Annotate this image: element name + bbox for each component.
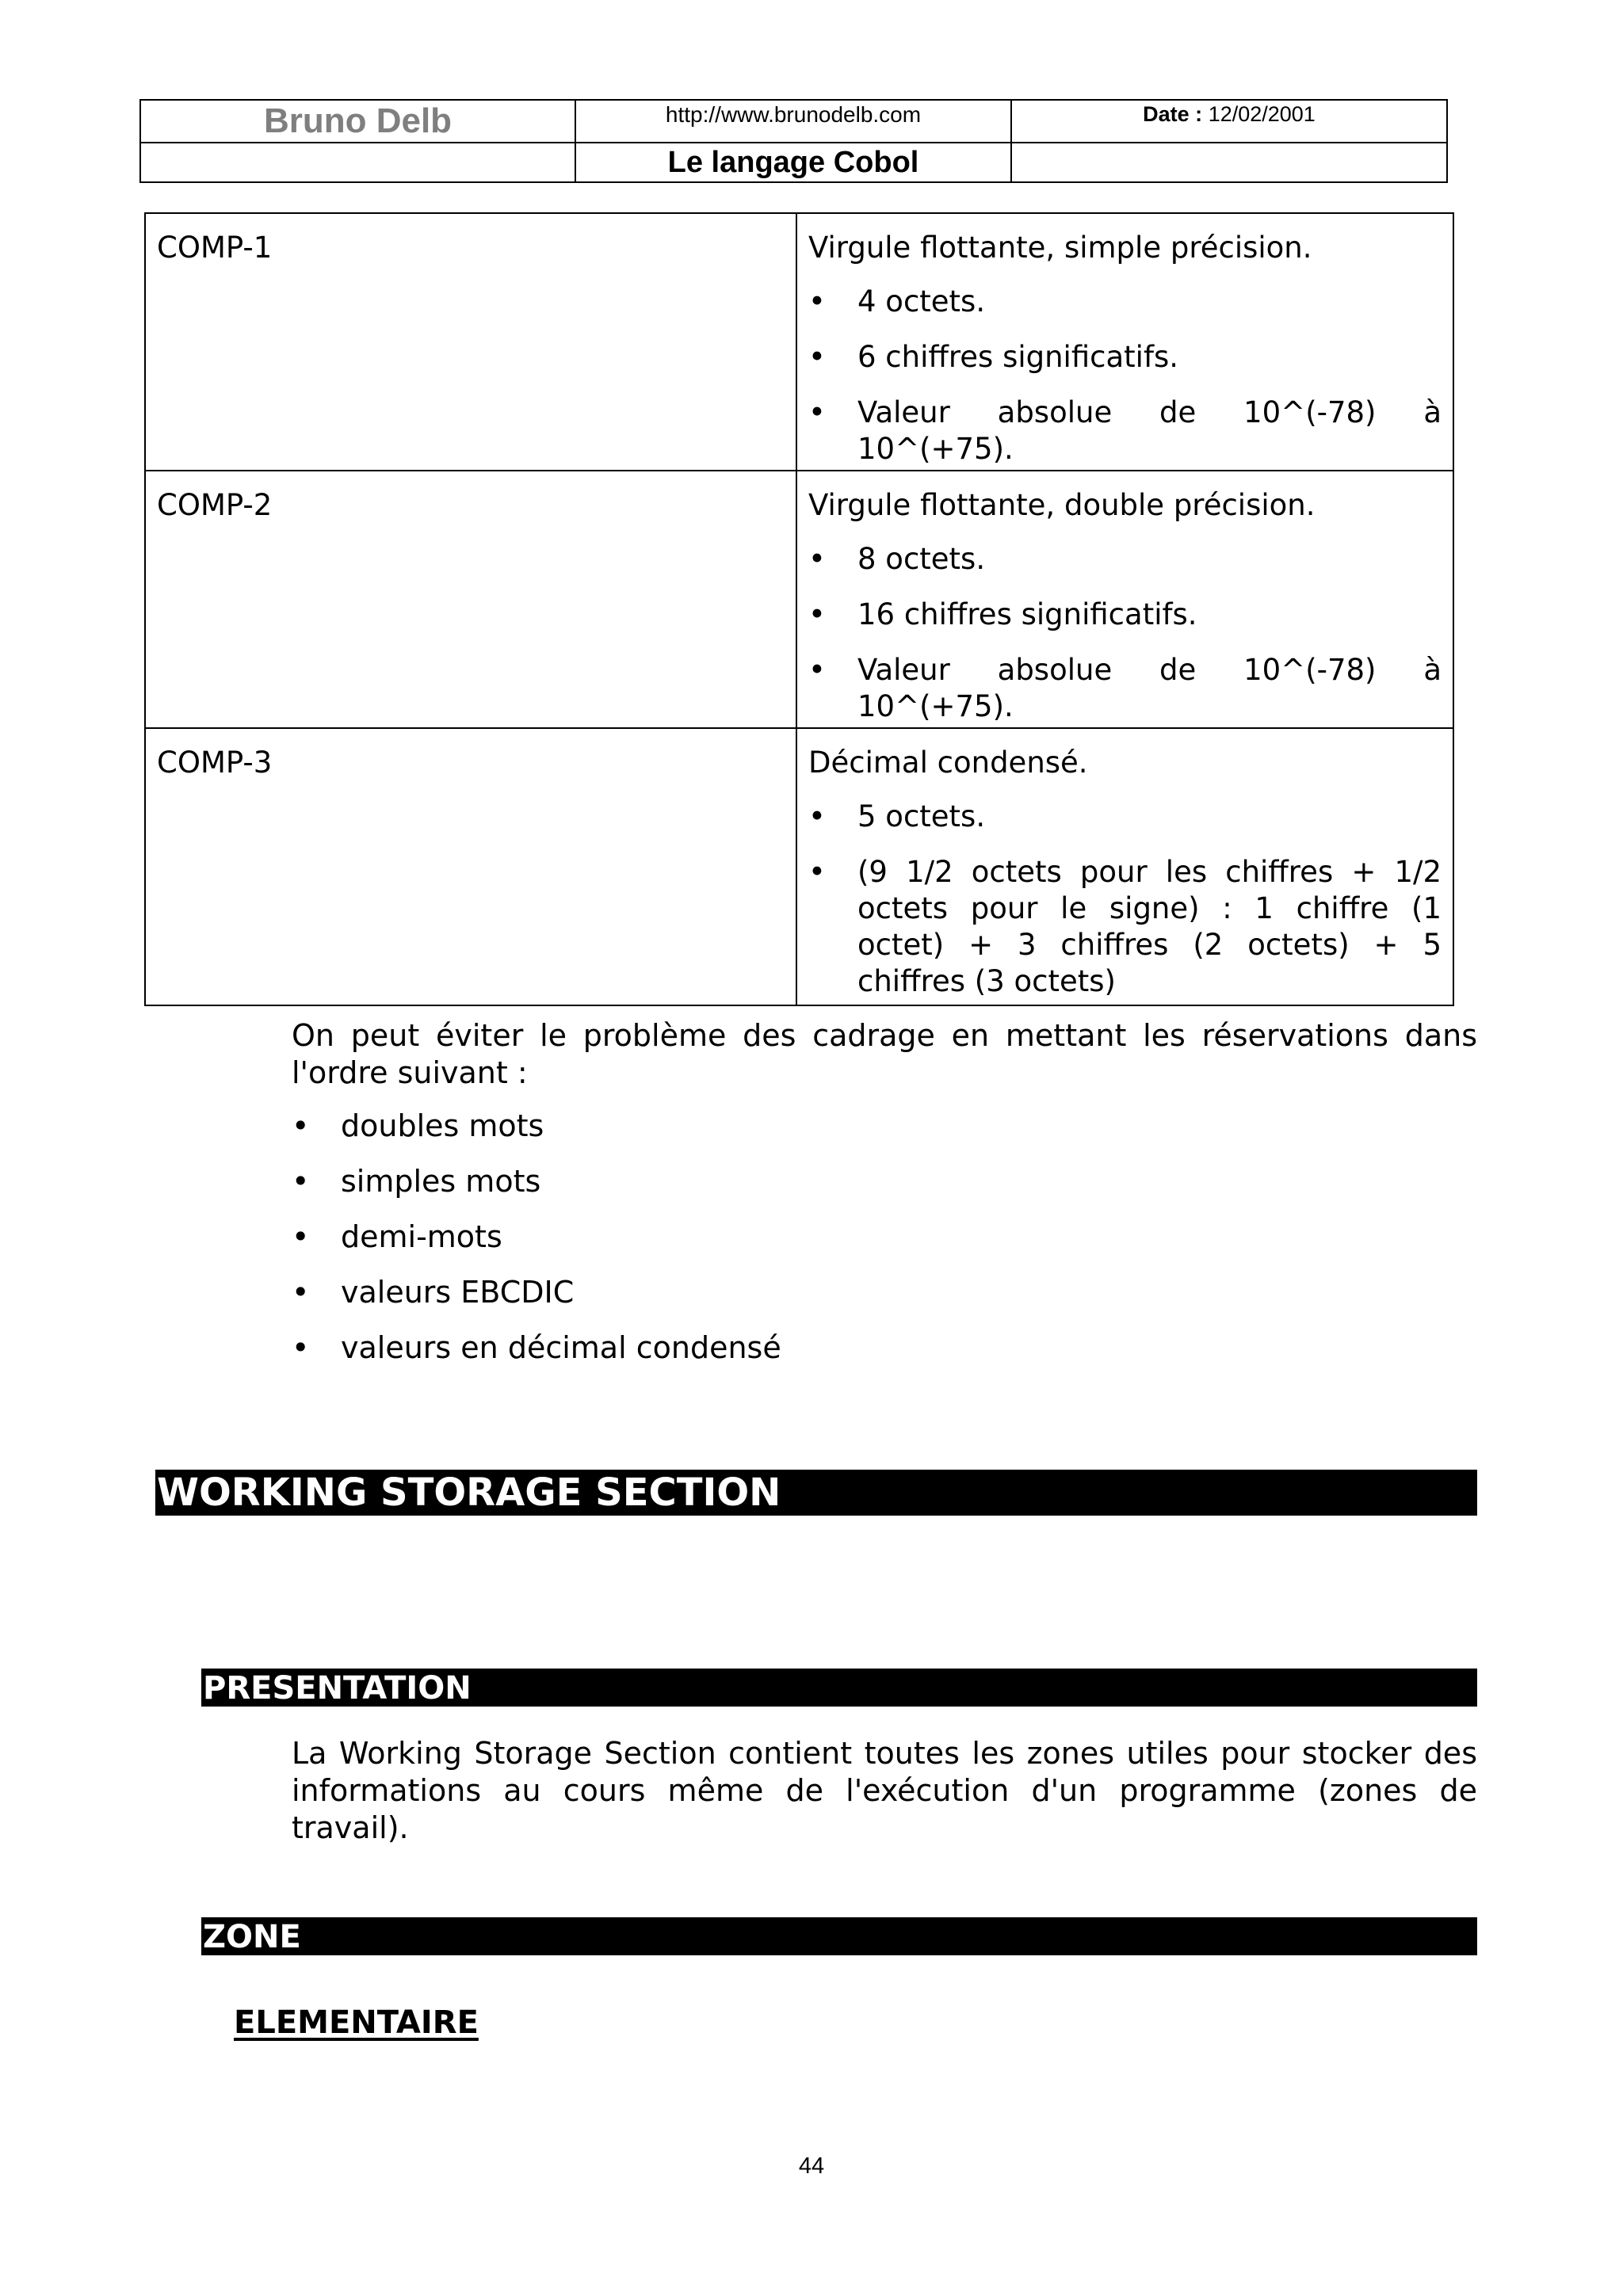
comp-name: COMP-3 [145, 728, 796, 1005]
table-row [145, 471, 1453, 728]
order-list [292, 1108, 781, 1385]
date-label: Date : [1143, 102, 1203, 126]
header-date [1011, 100, 1447, 143]
bullet-icon: • [292, 1164, 310, 1199]
list-item [808, 284, 1442, 320]
comp-bullet-list [808, 799, 1442, 1000]
bullet-icon: • [808, 597, 826, 631]
list-item [292, 1219, 781, 1274]
list-item-text: Valeur absolue de 10^(-78) à 10^(+75). [857, 653, 1442, 723]
list-item-text: (9 1/2 octets pour les chiffres + 1/2 octets pour le signe) : 1 chiffre (1 octet) + 3 chiffres (2 octets) + 5 chiffres (3 octets) [857, 855, 1442, 998]
page-number: 44 [798, 2153, 825, 2179]
heading-text: ZONE [203, 1919, 301, 1955]
list-item-text: 5 octets. [857, 799, 986, 833]
list-item-text: doubles mots [341, 1108, 544, 1143]
section-heading-zone [201, 1917, 1477, 1955]
heading-text: PRESENTATION [203, 1670, 472, 1707]
bullet-icon: • [808, 340, 826, 374]
bullet-icon: • [808, 395, 826, 429]
list-item [808, 652, 1442, 725]
bullet-icon: • [808, 855, 826, 889]
list-item [808, 541, 1442, 578]
comp-description-title: Virgule flottante, simple précision. [808, 231, 1312, 265]
list-item-text: 6 chiffres significatifs. [857, 340, 1179, 374]
list-item [292, 1108, 781, 1163]
section-heading-working-storage [155, 1470, 1477, 1516]
list-item-text: Valeur absolue de 10^(-78) à 10^(+75). [857, 395, 1442, 466]
bullet-icon: • [808, 284, 826, 318]
presentation-paragraph: La Working Storage Section contient toutes les zones utiles pour stocker des informations au cours même de l'exécution d'un programme (zones de travail). [292, 1736, 1477, 1845]
comp-description [796, 213, 1453, 471]
comp-description-title: Décimal condensé. [808, 746, 1088, 780]
document-title: Le langage Cobol [575, 143, 1011, 182]
date-value: 12/02/2001 [1208, 102, 1316, 126]
table-row [145, 728, 1453, 1005]
comp-description [796, 728, 1453, 1005]
heading-text: WORKING STORAGE SECTION [157, 1470, 781, 1515]
comp-types-table [144, 212, 1454, 1006]
list-item [808, 799, 1442, 835]
bullet-icon: • [808, 799, 826, 833]
header-empty-cell-left [140, 143, 575, 182]
subheading-elementaire: ELEMENTAIRE [234, 2004, 479, 2041]
author-name: Bruno Delb [140, 100, 575, 143]
bullet-icon: • [808, 653, 826, 687]
list-item [808, 854, 1442, 1000]
header-empty-cell-right [1011, 143, 1447, 182]
comp-description [796, 471, 1453, 728]
list-item [808, 597, 1442, 633]
table-row [145, 213, 1453, 471]
list-item-text: valeurs en décimal condensé [341, 1330, 781, 1365]
section-heading-presentation [201, 1669, 1477, 1707]
bullet-icon: • [292, 1330, 310, 1365]
list-item [292, 1163, 781, 1219]
list-item-text: demi-mots [341, 1219, 502, 1254]
list-item-text: 8 octets. [857, 542, 986, 576]
list-item [292, 1329, 781, 1385]
list-item [292, 1274, 781, 1329]
list-item-text: 16 chiffres significatifs. [857, 597, 1197, 631]
list-item-text: 4 octets. [857, 284, 986, 318]
page-header [139, 99, 1448, 183]
website-url: http://www.brunodelb.com [575, 100, 1011, 143]
comp-bullet-list [808, 541, 1442, 725]
comp-bullet-list [808, 284, 1442, 467]
bullet-icon: • [808, 542, 826, 576]
list-item-text: valeurs EBCDIC [341, 1275, 575, 1310]
comp-description-title: Virgule flottante, double précision. [808, 488, 1316, 522]
list-item [808, 339, 1442, 376]
intro-paragraph: On peut éviter le problème des cadrage en mettant les réservations dans l'ordre suivant : [292, 1018, 1477, 1090]
comp-name: COMP-2 [145, 471, 796, 728]
bullet-icon: • [292, 1219, 310, 1254]
bullet-icon: • [292, 1108, 310, 1143]
comp-name: COMP-1 [145, 213, 796, 471]
bullet-icon: • [292, 1275, 310, 1310]
list-item [808, 395, 1442, 467]
list-item-text: simples mots [341, 1164, 541, 1199]
